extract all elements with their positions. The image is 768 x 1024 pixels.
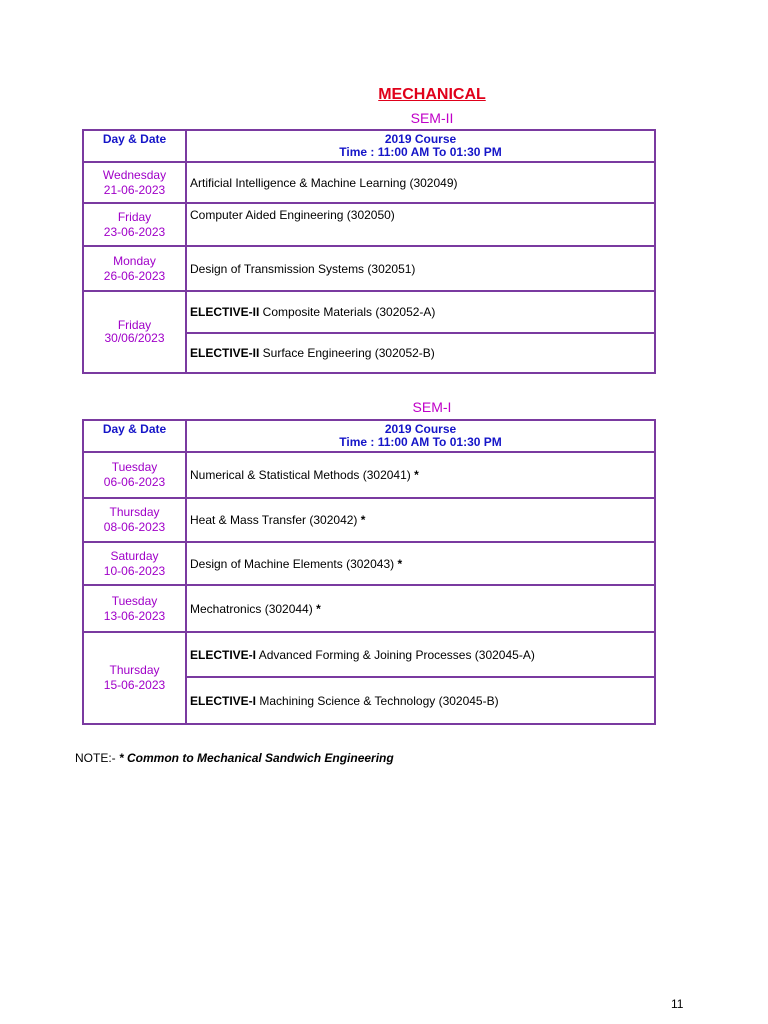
table-row — [83, 246, 655, 291]
page-title: MECHANICAL — [378, 86, 486, 103]
table-row — [83, 452, 655, 498]
day-date-cell — [83, 632, 186, 724]
day-date-cell — [83, 162, 186, 203]
sem-i-label: SEM-I — [412, 399, 452, 415]
common-mark: * — [394, 556, 403, 571]
day-date-cell — [83, 542, 186, 585]
common-mark: * — [410, 468, 419, 482]
day: Saturday — [110, 548, 159, 563]
day: Friday — [117, 318, 152, 332]
subject-cell — [186, 585, 655, 632]
elective-tag: ELECTIVE-II — [190, 346, 260, 360]
day: Wednesday — [102, 167, 167, 182]
subject-cell — [186, 542, 655, 585]
elective-subject: Surface Engineering (302052-B) — [259, 346, 435, 360]
elective-option — [186, 291, 655, 333]
common-mark: * — [357, 513, 366, 527]
elective-subject: Composite Materials (302052-A) — [259, 305, 436, 319]
sem-ii-timetable — [82, 129, 656, 374]
course-label: 2019 Course — [384, 132, 457, 146]
time-label: Time : 11:00 AM To 01:30 PM — [339, 145, 502, 159]
table-header-row — [83, 420, 655, 452]
date: 21-06-2023 — [103, 182, 166, 197]
day: Thursday — [109, 505, 160, 519]
subject-cell: Computer Aided Engineering (302050) — [186, 203, 655, 246]
subject-text: Mechatronics (302044) — [190, 601, 313, 616]
day-date-cell — [83, 203, 186, 246]
table-header-row — [83, 130, 655, 162]
date: 06-06-2023 — [103, 475, 166, 489]
date: 13-06-2023 — [103, 608, 166, 623]
day-date-cell — [83, 291, 186, 373]
day: Friday — [117, 209, 152, 224]
note-text: * Common to Mechanical Sandwich Engineering — [119, 751, 394, 765]
day: Tuesday — [111, 460, 158, 474]
course-time-header — [186, 420, 655, 452]
elective-tag: ELECTIVE-II — [190, 305, 260, 319]
subject-text: Numerical & Statistical Methods (302041) — [190, 468, 411, 482]
note-prefix: NOTE:- — [75, 751, 116, 765]
subject-text: Design of Machine Elements (302043) — [190, 556, 395, 571]
subject-text: Heat & Mass Transfer (302042) — [190, 513, 358, 527]
table-row — [83, 291, 655, 333]
day-date-header: Day & Date — [83, 130, 186, 162]
elective-option — [186, 333, 655, 373]
date: 30/06/2023 — [104, 331, 165, 345]
sem-ii-label: SEM-II — [410, 110, 454, 126]
subject-cell — [186, 452, 655, 498]
date: 26-06-2023 — [103, 268, 166, 283]
common-mark: * — [312, 601, 321, 616]
elective-subject: Machining Science & Technology (302045-B) — [256, 693, 499, 708]
elective-subject: Advanced Forming & Joining Processes (302045-A) — [256, 647, 535, 662]
elective-tag: ELECTIVE-I — [190, 647, 257, 662]
sem-i-timetable — [82, 419, 656, 725]
table-row — [83, 162, 655, 203]
table-row — [83, 498, 655, 542]
day-date-cell — [83, 585, 186, 632]
elective-option — [186, 677, 655, 724]
course-label: 2019 Course — [384, 422, 457, 436]
table-row — [83, 585, 655, 632]
subject-cell — [186, 498, 655, 542]
date: 15-06-2023 — [103, 678, 166, 692]
subject-cell: Design of Transmission Systems (302051) — [186, 246, 655, 291]
date: 08-06-2023 — [103, 520, 166, 534]
day: Tuesday — [111, 593, 158, 608]
course-time-header — [186, 130, 655, 162]
day: Thursday — [109, 663, 160, 677]
day: Monday — [113, 253, 156, 268]
day-date-cell — [83, 246, 186, 291]
table-row — [83, 542, 655, 585]
page-number: 11 — [671, 997, 684, 1011]
footnote — [75, 751, 394, 765]
elective-tag: ELECTIVE-I — [190, 693, 257, 708]
table-row — [83, 632, 655, 677]
date: 23-06-2023 — [103, 224, 166, 239]
day-date-cell — [83, 452, 186, 498]
time-label: Time : 11:00 AM To 01:30 PM — [339, 435, 502, 449]
day-date-cell — [83, 498, 186, 542]
day-date-header: Day & Date — [83, 420, 186, 452]
table-row — [83, 203, 655, 246]
subject-cell: Artificial Intelligence & Machine Learning (302049) — [186, 162, 655, 203]
date: 10-06-2023 — [103, 563, 166, 578]
elective-option — [186, 632, 655, 677]
